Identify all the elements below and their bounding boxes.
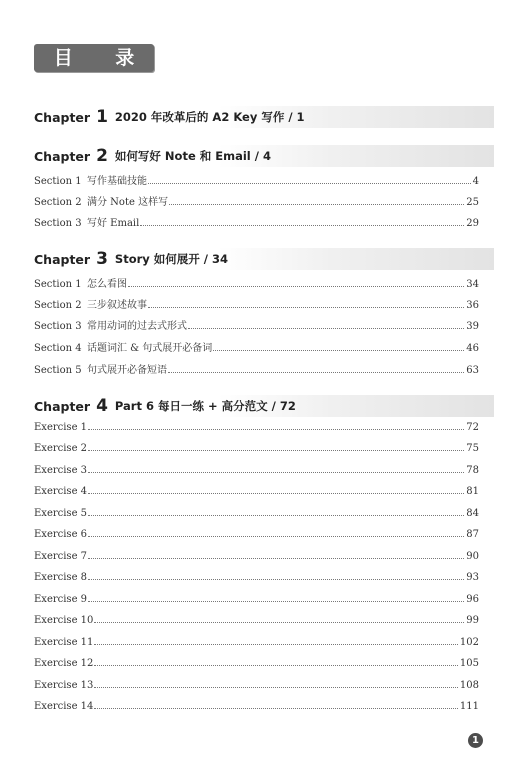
entry-title: Exercise 8 <box>34 572 88 583</box>
dot-leader <box>88 579 464 580</box>
section-label: Section 3 <box>34 321 82 332</box>
dot-leader <box>94 708 458 709</box>
page-number: 90 <box>466 551 479 562</box>
entry-title: 写好 Email <box>87 218 140 229</box>
entry-title: 话题词汇 & 句式展开必备词 <box>87 343 213 354</box>
toc-entry[interactable] <box>34 172 479 188</box>
chapter-number: 4 <box>96 396 108 416</box>
entry-title: Exercise 1 <box>34 422 88 433</box>
section-label: Section 1 <box>34 176 82 187</box>
dot-leader <box>88 558 464 559</box>
chapter-number: 3 <box>96 249 108 269</box>
page-number: 75 <box>466 443 479 454</box>
entry-title: 常用动词的过去式形式 <box>87 321 187 332</box>
entry-title: Exercise 5 <box>34 508 88 519</box>
toc-entry[interactable] <box>34 465 479 481</box>
dot-leader <box>88 450 464 451</box>
section-label: Section 3 <box>34 218 82 229</box>
dot-leader <box>88 472 464 473</box>
page-number: 102 <box>459 637 479 648</box>
dot-leader <box>94 622 464 623</box>
dot-leader <box>148 307 464 308</box>
entry-title: Exercise 2 <box>34 443 88 454</box>
chapter-word: Chapter <box>34 148 91 164</box>
toc-entry[interactable] <box>34 551 479 567</box>
page-number: 46 <box>466 343 479 354</box>
page-number: 93 <box>466 572 479 583</box>
chapter-4-heading[interactable] <box>34 395 494 417</box>
page-number: 87 <box>466 529 479 540</box>
dot-leader <box>94 687 458 688</box>
page-number: 29 <box>466 218 479 229</box>
toc-entry[interactable] <box>34 658 479 674</box>
chapter-number: 2 <box>96 146 108 166</box>
page-number: 34 <box>466 279 479 290</box>
toc-entry[interactable] <box>34 443 479 459</box>
entry-title: 满分 Note 这样写 <box>87 197 169 208</box>
toc-entry[interactable] <box>34 422 479 438</box>
section-label: Section 4 <box>34 343 82 354</box>
dot-leader <box>88 536 464 537</box>
toc-entry[interactable] <box>34 317 479 333</box>
toc-title-badge: 目 录 <box>34 44 154 72</box>
dot-leader <box>94 665 458 666</box>
chapter-word: Chapter <box>34 109 91 125</box>
dot-leader <box>88 515 464 516</box>
section-label: Section 2 <box>34 197 82 208</box>
entry-title: Exercise 12 <box>34 658 94 669</box>
page-number: 36 <box>466 300 479 311</box>
toc-entry[interactable] <box>34 361 479 377</box>
dot-leader <box>88 601 464 602</box>
toc-entry[interactable] <box>34 508 479 524</box>
entry-title: Exercise 9 <box>34 594 88 605</box>
entry-title: 句式展开必备短语 <box>87 365 167 376</box>
toc-entry[interactable] <box>34 296 479 312</box>
chapter-1-heading[interactable] <box>34 106 494 128</box>
page-number: 108 <box>459 680 479 691</box>
entry-title: Exercise 13 <box>34 680 94 691</box>
page-number: 111 <box>459 701 479 712</box>
toc-entry[interactable] <box>34 572 479 588</box>
dot-leader <box>128 286 464 287</box>
dot-leader <box>148 183 471 184</box>
chapter-title: 2020 年改革后的 A2 Key 写作 / 1 <box>114 110 305 124</box>
page-number: 105 <box>459 658 479 669</box>
dot-leader <box>169 204 464 205</box>
page-number: 72 <box>466 422 479 433</box>
toc-entry[interactable] <box>34 339 479 355</box>
dot-leader <box>188 328 464 329</box>
page-number: 63 <box>466 365 479 376</box>
entry-title: Exercise 7 <box>34 551 88 562</box>
chapter-title: Story 如何展开 / 34 <box>114 252 228 266</box>
dot-leader <box>88 429 464 430</box>
chapter-2-heading[interactable] <box>34 145 494 167</box>
chapter-word: Chapter <box>34 398 91 414</box>
toc-entry[interactable] <box>34 193 479 209</box>
entry-title: Exercise 4 <box>34 486 88 497</box>
toc-entry[interactable] <box>34 701 479 717</box>
toc-entry[interactable] <box>34 637 479 653</box>
page-number-badge: 1 <box>468 733 483 748</box>
dot-leader <box>168 372 464 373</box>
toc-entry[interactable] <box>34 529 479 545</box>
section-label: Section 2 <box>34 300 82 311</box>
toc-entry[interactable] <box>34 594 479 610</box>
entry-title: 怎么看图 <box>87 279 127 290</box>
section-label: Section 1 <box>34 279 82 290</box>
toc-entry[interactable] <box>34 680 479 696</box>
chapter-word: Chapter <box>34 251 91 267</box>
page-number: 84 <box>466 508 479 519</box>
page-number: 4 <box>472 176 479 187</box>
page-number: 39 <box>466 321 479 332</box>
chapter-title: Part 6 每日一练 + 高分范文 / 72 <box>114 399 296 413</box>
entry-title: Exercise 11 <box>34 637 94 648</box>
entry-title: 写作基础技能 <box>87 176 147 187</box>
section-label: Section 5 <box>34 365 82 376</box>
entry-title: 三步叙述故事 <box>87 300 147 311</box>
page-number: 99 <box>466 615 479 626</box>
entry-title: Exercise 3 <box>34 465 88 476</box>
entry-title: Exercise 6 <box>34 529 88 540</box>
dot-leader <box>88 493 464 494</box>
chapter-number: 1 <box>96 107 108 127</box>
page-number: 81 <box>466 486 479 497</box>
dot-leader <box>94 644 458 645</box>
entry-title: Exercise 14 <box>34 701 94 712</box>
chapter-title: 如何写好 Note 和 Email / 4 <box>114 149 271 163</box>
toc-entry[interactable] <box>34 615 479 631</box>
page-number: 78 <box>466 465 479 476</box>
entry-title: Exercise 10 <box>34 615 94 626</box>
dot-leader <box>213 350 464 351</box>
toc-entry[interactable] <box>34 214 479 230</box>
chapter-3-heading[interactable] <box>34 248 494 270</box>
toc-entry[interactable] <box>34 486 479 502</box>
page-number: 25 <box>466 197 479 208</box>
toc-entry[interactable] <box>34 275 479 291</box>
page-number: 96 <box>466 594 479 605</box>
dot-leader <box>140 225 464 226</box>
